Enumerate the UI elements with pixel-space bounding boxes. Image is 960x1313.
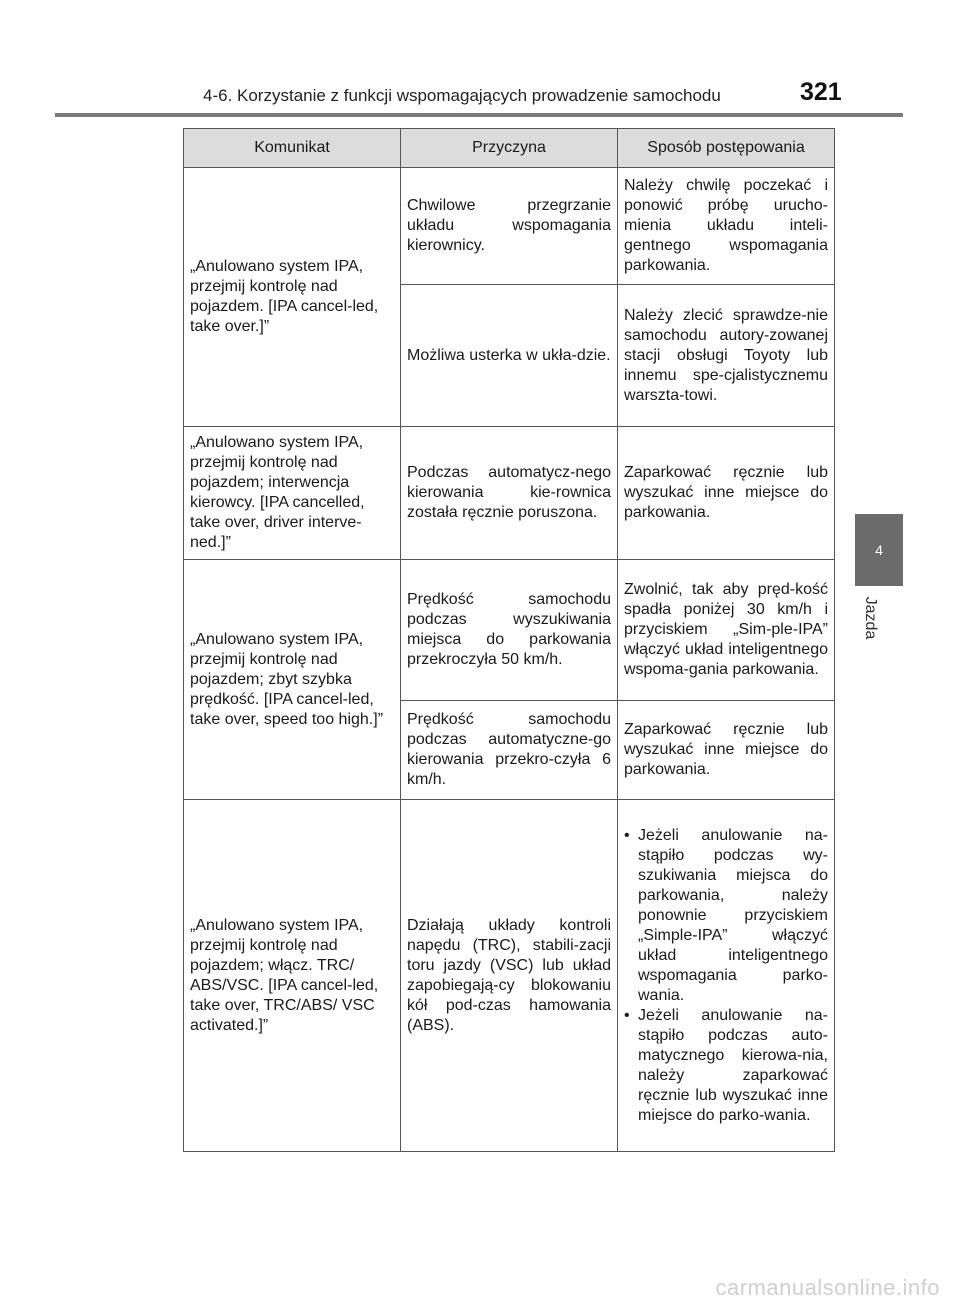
action-bullet-item: • Jeżeli anulowanie na-stąpiło podczas wy-szukiwania miejsca do parkowania, należy ponownie przyciskiem „Simple-IPA” włączyć układ inteligentnego wspomagania parko-wania. <box>624 826 828 1006</box>
cause-cell: Prędkość samochodu podczas automatyczne-go kierowania przekro-czyła 6 km/h. <box>401 701 618 800</box>
column-header-cause: Przyczyna <box>401 129 618 168</box>
table-row <box>184 427 835 560</box>
cause-cell: Możliwa usterka w ukła-dzie. <box>401 285 618 427</box>
header-divider <box>55 113 903 117</box>
table-row <box>184 168 835 285</box>
column-header-message: Komunikat <box>184 129 401 168</box>
chapter-label: Jazda <box>862 596 879 640</box>
cause-cell: Chwilowe przegrzanie układu wspomagania kierownicy. <box>401 168 618 285</box>
column-header-action: Sposób postępowania <box>618 129 835 168</box>
action-cell: Zaparkować ręcznie lub wyszukać inne miejsce do parkowania. <box>618 701 835 800</box>
message-cell: „Anulowano system IPA, przejmij kontrolę nad pojazdem; włącz. TRC/ ABS/VSC. [IPA cancel-led, take over, TRC/ABS/ VSC activated.]” <box>184 800 401 1152</box>
table-row <box>184 800 835 1152</box>
action-cell <box>618 800 835 1152</box>
action-bullet-item: • Jeżeli anulowanie na-stąpiło podczas auto-matycznego kierowa-nia, należy zaparkować ręcznie lub wyszukać inne miejsce do parko-wania. <box>624 1006 828 1126</box>
action-cell: Należy chwilę poczekać i ponowić próbę urucho-mienia układu inteli-gentnego wspomagania parkowania. <box>618 168 835 285</box>
table-row <box>184 560 835 701</box>
cause-cell: Prędkość samochodu podczas wyszukiwania miejsca do parkowania przekroczyła 50 km/h. <box>401 560 618 701</box>
action-cell: Zwolnić, tak aby pręd-kość spadła poniżej 30 km/h i przyciskiem „Sim-ple-IPA” włączyć układ inteligentnego wspoma-gania parkowania. <box>618 560 835 701</box>
action-cell: Zaparkować ręcznie lub wyszukać inne miejsce do parkowania. <box>618 427 835 560</box>
cause-cell: Podczas automatycz-nego kierowania kie-rownica została ręcznie poruszona. <box>401 427 618 560</box>
chapter-number: 4 <box>875 542 883 558</box>
message-cell: „Anulowano system IPA, przejmij kontrolę nad pojazdem; interwencja kierowcy. [IPA cancelled, take over, driver interve-ned.]” <box>184 427 401 560</box>
action-bullet-list <box>624 826 828 1126</box>
chapter-tab <box>855 514 903 586</box>
page-number: 321 <box>800 78 842 106</box>
page-header-title: 4-6. Korzystanie z funkcji wspomagających prowadzenie samochodu <box>203 86 721 105</box>
message-cell: „Anulowano system IPA, przejmij kontrolę nad pojazdem; zbyt szybka prędkość. [IPA cancel-led, take over, speed too high.]” <box>184 560 401 800</box>
action-cell: Należy zlecić sprawdze-nie samochodu autory-zowanej stacji obsługi Toyoty lub innemu spe-cjalistycznemu warszta-towi. <box>618 285 835 427</box>
watermark: carmanualsonline.info <box>715 1275 940 1300</box>
messages-table <box>183 128 835 1152</box>
table-header-row <box>184 129 835 168</box>
message-cell: „Anulowano system IPA, przejmij kontrolę nad pojazdem. [IPA cancel-led, take over.]” <box>184 168 401 427</box>
cause-cell: Działają układy kontroli napędu (TRC), stabili-zacji toru jazdy (VSC) lub układ zapobiegają-cy blokowaniu kół pod-czas hamowania (ABS). <box>401 800 618 1152</box>
